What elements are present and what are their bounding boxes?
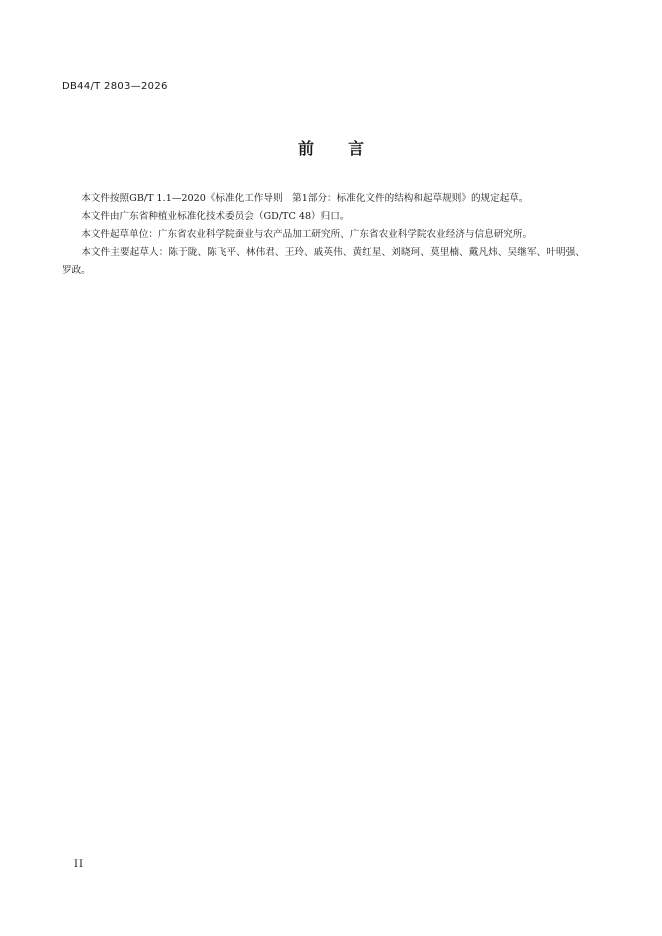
paragraph-drafting-rules: 本文件按照GB/T 1.1—2020《标准化工作导则 第1部分：标准化文件的结构和起草规则》的规定起草。 [81,193,529,204]
page-title: 前言 [297,139,398,158]
paragraph-drafting-units: 本文件起草单位：广东省农业科学院蚕业与农产品加工研究所、广东省农业科学院农业经济与信息研究所。 [81,229,533,240]
document-code: DB44/T 2803—2026 [62,81,168,92]
paragraph-committee: 本文件由广东省种植业标准化技术委员会（GD/TC 48）归口。 [81,211,350,222]
paragraph-drafters: 本文件主要起草人：陈于陇、陈飞平、林伟君、王玲、戚英伟、黄红星、刘晓珂、莫里楠、戴凡炜、吴继军、叶明强、罗政。 [62,247,585,276]
foreword-body [62,190,585,280]
page-number: II [74,859,84,870]
